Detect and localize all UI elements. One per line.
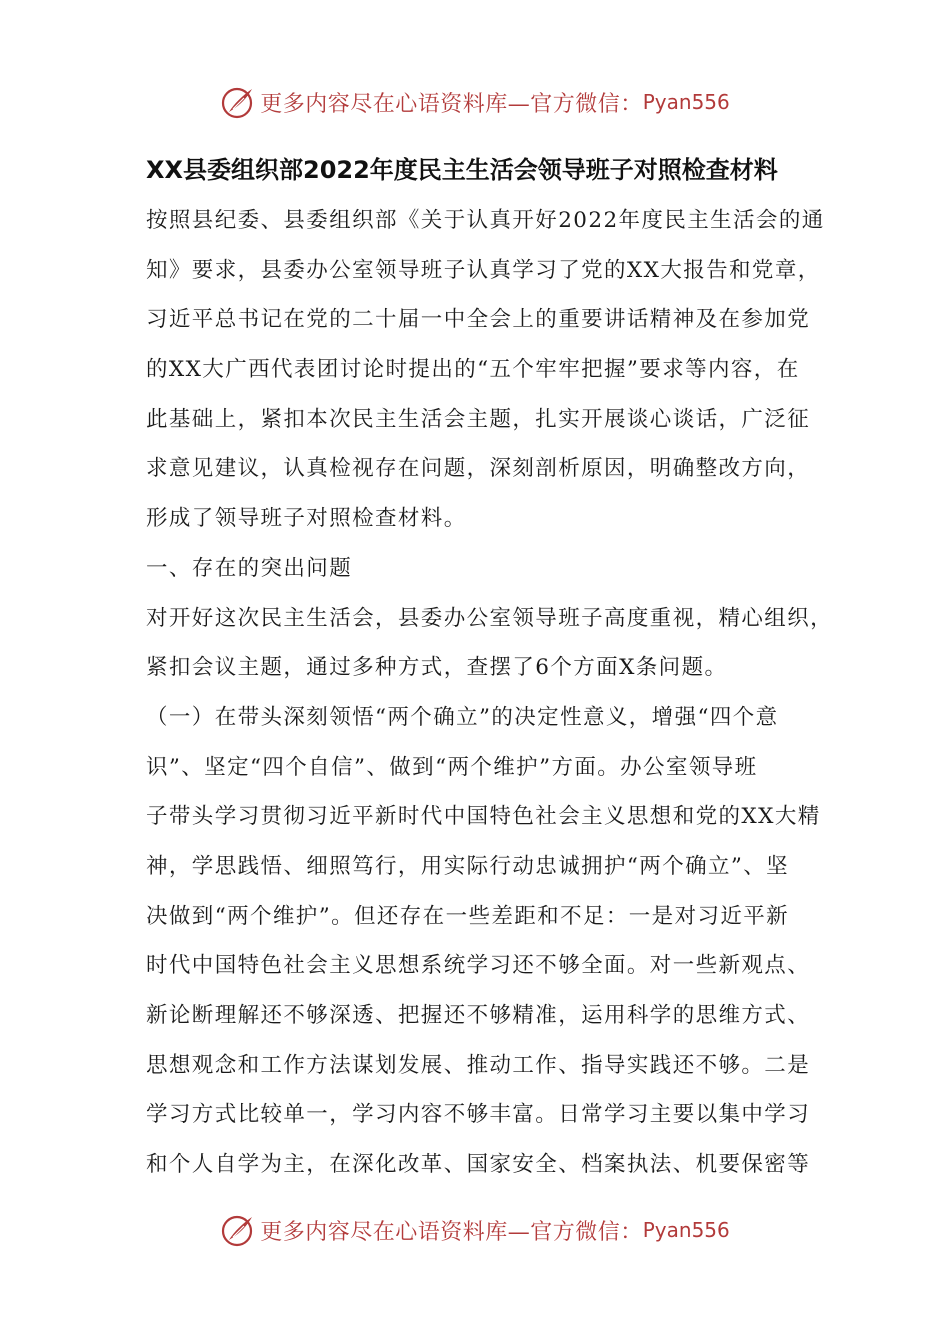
banner-wechat-id: Pyan556 — [642, 90, 730, 114]
body-line: 决做到“两个维护”。但还存在一些差距和不足：一是对习近平新 — [146, 903, 790, 929]
body-line: 识”、坚定“四个自信”、做到“两个维护”方面。办公室领导班 — [146, 754, 758, 780]
banner-wechat-id: Pyan556 — [642, 1218, 730, 1242]
subsection-line: （一）在带头深刻领悟“两个确立”的决定性意义，增强“四个意 — [146, 704, 779, 730]
body-line: 和个人自学为主，在深化改革、国家安全、档案执法、机要保密等 — [146, 1152, 811, 1178]
document-body — [146, 196, 834, 1190]
quill-logo-icon — [220, 1212, 256, 1248]
body-line: 按照县纪委、县委组织部《关于认真开好2022年度民主生活会的通 — [146, 208, 825, 233]
body-line: 时代中国特色社会主义思想系统学习还不够全面。对一些新观点、 — [146, 953, 811, 979]
banner-text: 更多内容尽在心语资料库—官方微信： — [260, 1219, 643, 1245]
body-line: 神，学思践悟、细照笃行，用实际行动忠诚拥护“两个确立”、坚 — [146, 853, 790, 879]
quill-logo-icon — [220, 84, 256, 120]
body-line: 学习方式比较单一，学习内容不够丰富。日常学习主要以集中学习 — [146, 1102, 811, 1128]
body-line: 的XX大广西代表团讨论时提出的“五个牢牢把握”要求等内容，在 — [146, 357, 800, 383]
document-title: XX县委组织部2022年度民主生活会领导班子对照检查材料 — [146, 156, 778, 184]
body-line: 对开好这次民主生活会，县委办公室领导班子高度重视，精心组织， — [146, 605, 834, 631]
header-banner — [0, 82, 950, 122]
body-line: 形成了领导班子对照检查材料。 — [146, 506, 467, 532]
banner-text: 更多内容尽在心语资料库—官方微信： — [260, 91, 643, 117]
body-line: 此基础上，紧扣本次民主生活会主题，扎实开展谈心谈话，广泛征 — [146, 406, 811, 432]
body-line: 子带头学习贯彻习近平新时代中国特色社会主义思想和党的XX大精 — [146, 804, 821, 830]
body-line: 紧扣会议主题，通过多种方式，查摆了6个方面X条问题。 — [146, 655, 728, 681]
body-line: 知》要求，县委办公室领导班子认真学习了党的XX大报告和党章， — [146, 257, 821, 283]
body-line: 习近平总书记在党的二十届一中全会上的重要讲话精神及在参加党 — [146, 307, 811, 333]
body-line: 求意见建议，认真检视存在问题，深刻剖析原因，明确整改方向， — [146, 456, 811, 482]
body-line: 新论断理解还不够深透、把握还不够精准，运用科学的思维方式、 — [146, 1003, 811, 1028]
footer-banner — [0, 1210, 950, 1250]
section-heading: 一、存在的突出问题 — [146, 555, 353, 581]
body-line: 思想观念和工作方法谋划发展、推动工作、指导实践还不够。二是 — [146, 1052, 811, 1078]
